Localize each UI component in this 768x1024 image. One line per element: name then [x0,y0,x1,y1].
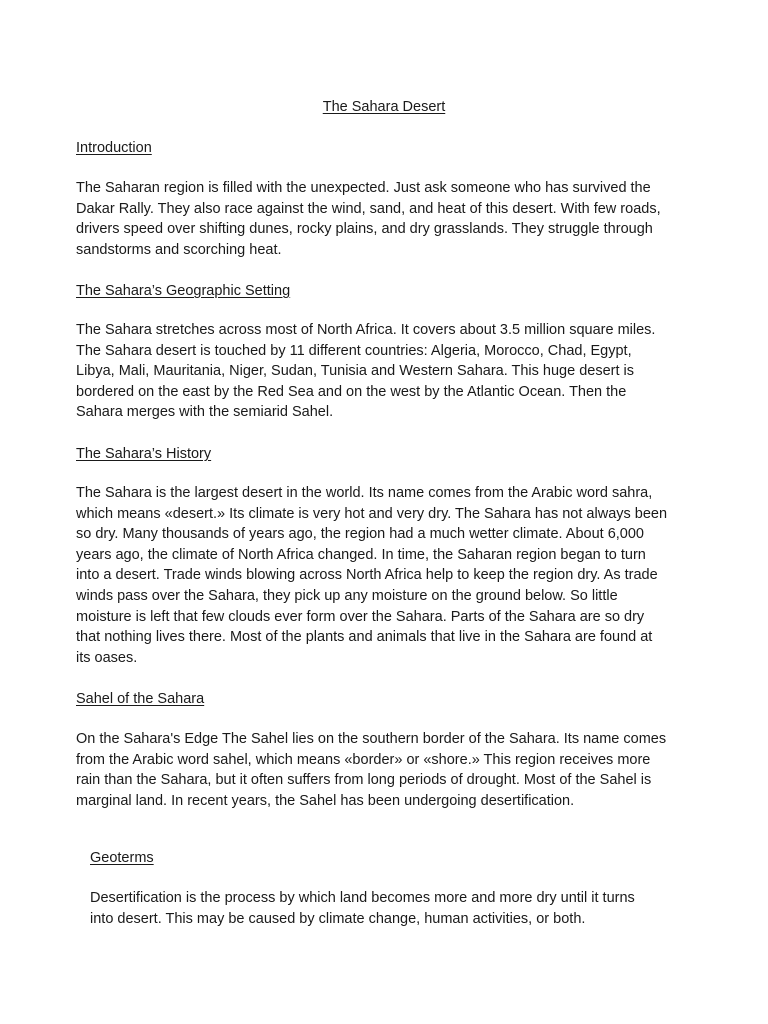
section-paragraph-geoterms [90,888,635,929]
paragraph-line: winds pass over the Sahara, they pick up any moisture on the ground below. So little [76,587,618,604]
section-heading-introduction: Introduction [76,140,152,156]
section-paragraph-sahel [76,729,666,811]
paragraph-line: Libya, Mali, Mauritania, Niger, Sudan, Tunisia and Western Sahara. This huge desert is [76,363,635,380]
paragraph-line: its oases. [76,649,138,666]
paragraph-line: moisture is left that few clouds ever form over the Sahara. Parts of the Sahara are so dry [76,608,645,625]
paragraph-line: The Sahara stretches across most of North Africa. It covers about 3.5 million square miles. [76,322,656,338]
section-paragraph-introduction [76,178,661,260]
section-heading-history: The Sahara’s History [76,446,212,462]
paragraph-line: marginal land. In recent years, the Sahel has been undergoing desertification. [76,792,575,809]
paragraph-line: into a desert. Trade winds blowing across North Africa help to keep the region dry. As trade [76,567,658,584]
document-title: The Sahara Desert [322,99,446,115]
paragraph-line: Dakar Rally. They also race against the wind, sand, and heat of this desert. With few roads, [76,200,661,217]
paragraph-line: Sahara merges with the semiarid Sahel. [76,404,334,421]
paragraph-line: which means «desert.» Its climate is very hot and very dry. The Sahara has not always been [76,505,668,522]
paragraph-line: that nothing lives there. Most of the plants and animals that live in the Sahara are found at [76,629,653,646]
section-heading-geoterms: Geoterms [90,850,154,866]
paragraph-line: so dry. Many thousands of years ago, the region had a much wetter climate. About 6,000 [76,526,644,543]
paragraph-line: The Saharan region is filled with the unexpected. Just ask someone who has survived the [76,180,651,196]
section-paragraph-history [76,483,667,668]
paragraph-line: The Sahara desert is touched by 11 different countries: Algeria, Morocco, Chad, Egypt, [76,342,632,359]
section-heading-geographic-setting: The Sahara’s Geographic Setting [76,283,291,299]
paragraph-line: years ago, the climate of North Africa changed. In time, the Saharan region began to turn [76,546,646,563]
section-heading-sahel: Sahel of the Sahara [76,691,205,707]
paragraph-line: The Sahara is the largest desert in the world. Its name comes from the Arabic word sahra, [76,485,653,501]
paragraph-line: drivers speed over shifting dunes, rocky plains, and dry grasslands. They struggle through [76,221,653,238]
section-paragraph-geographic-setting [76,320,655,423]
paragraph-line: into desert. This may be caused by climate change, human activities, or both. [90,910,586,927]
paragraph-line: bordered on the east by the Red Sea and on the west by the Atlantic Ocean. Then the [76,383,627,400]
paragraph-line: sandstorms and scorching heat. [76,241,282,258]
paragraph-line: Desertification is the process by which land becomes more and more dry until it turns [90,890,635,906]
paragraph-line: from the Arabic word sahel, which means «border» or «shore.» This region receives more [76,751,651,768]
paragraph-line: rain than the Sahara, but it often suffers from long periods of drought. Most of the Sahel is [76,772,652,789]
paragraph-line: On the Sahara's Edge The Sahel lies on the southern border of the Sahara. Its name comes [76,731,667,747]
